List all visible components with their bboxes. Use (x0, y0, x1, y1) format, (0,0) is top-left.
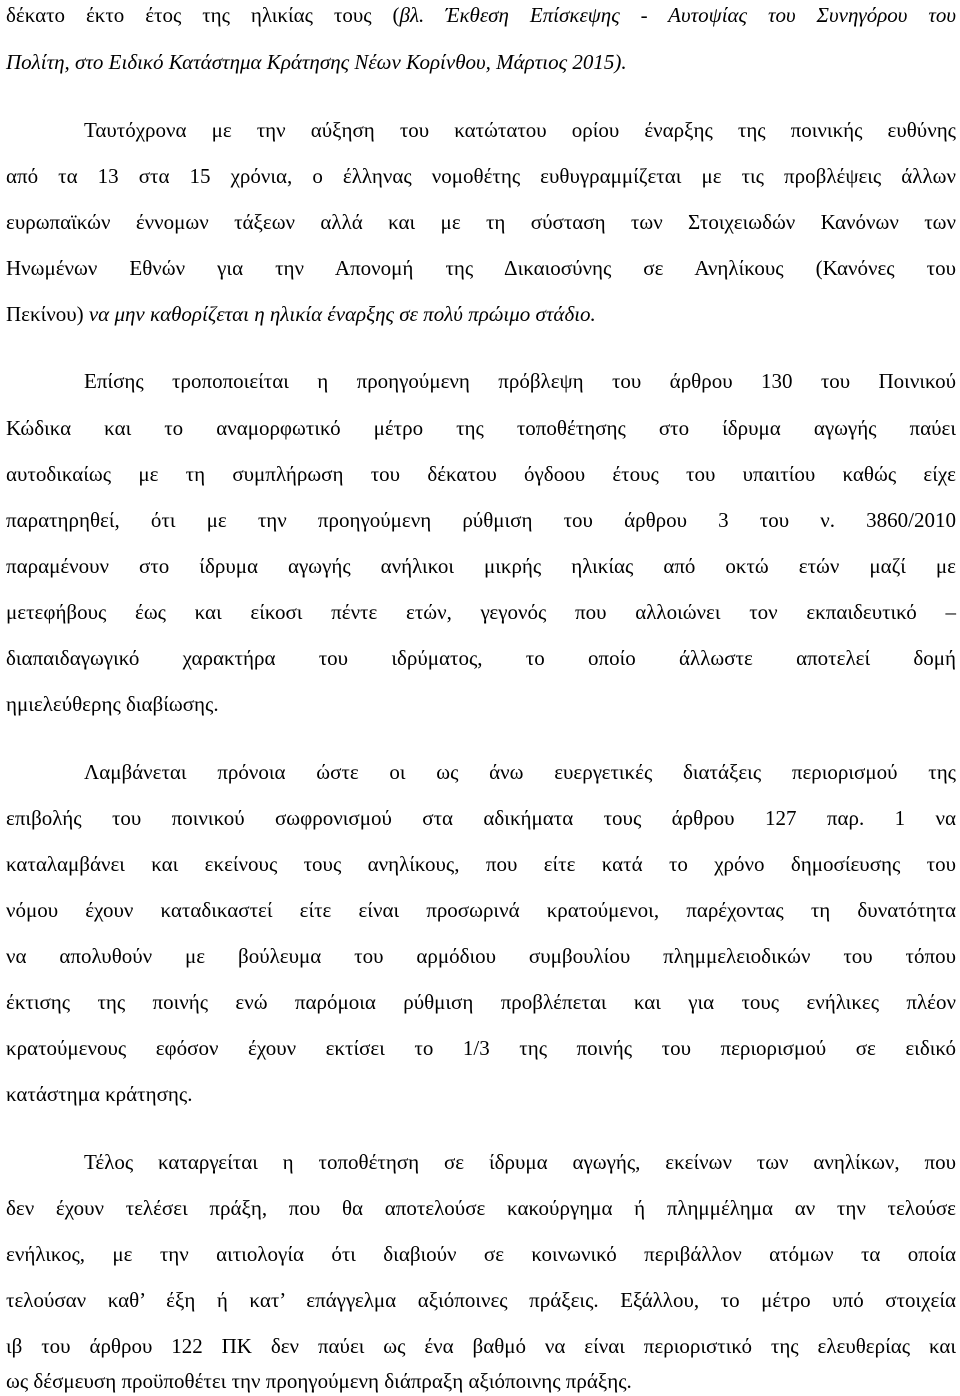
text-line (6, 895, 956, 925)
text-segment: να απολυθούν με βούλευμα του αρμόδιου συμβουλίου πλημμελειοδικών του τόπου (6, 944, 956, 968)
text-line (6, 1033, 956, 1063)
text-line (6, 849, 956, 879)
text-segment: κατάστημα κράτησης. (6, 1082, 193, 1106)
text-segment: μετεφήβους έως και είκοσι πέντε ετών, γεγονός που αλλοιώνει τον εκπαιδευτικό – (6, 600, 956, 624)
text-segment-italic: βλ. Έκθεση Επίσκεψης - Αυτοψίας του Συνηγόρου του (399, 3, 956, 27)
text-line (6, 1331, 956, 1361)
text-segment: έκτισης της ποινής ενώ παρόμοια ρύθμιση προβλέπεται και για τους ενήλικες πλέον (6, 990, 956, 1014)
text-segment: τελούσαν καθ’ έξη ή κατ’ επάγγελμα αξιόποινες πράξεις. Εξάλλου, το μέτρο υπό στοιχεία (6, 1288, 956, 1312)
text-line (6, 161, 956, 191)
text-segment: ευρωπαϊκών έννομων τάξεων αλλά και με τη σύσταση των Στοιχειωδών Κανόνων των (6, 210, 956, 234)
text-line (6, 1239, 956, 1269)
text-segment: παραμένουν στο ίδρυμα αγωγής ανήλικοι μικρής ηλικίας από οκτώ ετών μαζί με (6, 554, 956, 578)
text-line (6, 1147, 956, 1177)
text-line (6, 207, 956, 237)
text-line (6, 1285, 956, 1315)
text-line (6, 413, 956, 443)
text-segment: αυτοδικαίως με τη συμπλήρωση του δέκατου όγδοου έτους του υπαιτίου καθώς είχε (6, 462, 956, 486)
text-segment: δέκατο έκτο έτος της ηλικίας τους ( (6, 3, 400, 27)
text-line (6, 505, 956, 535)
text-segment: ενήλικος, με την αιτιολογία ότι διαβιούν σε κοινωνικό περιβάλλον ατόμων τα οποία (6, 1242, 956, 1266)
text-segment: Λαμβάνεται πρόνοια ώστε οι ως άνω ευεργετικές διατάξεις περιορισμού της (84, 760, 956, 784)
text-segment: διαπαιδαγωγικό χαρακτήρα του ιδρύματος, το οποίο άλλωστε αποτελεί δομή (6, 646, 956, 670)
text-segment: Πεκίνου) (6, 302, 89, 326)
text-segment: δεν έχουν τελέσει πράξη, που θα αποτελούσε κακούργημα ή πλημμέλημα αν την τελούσε (6, 1196, 956, 1220)
text-line (6, 366, 956, 396)
text-segment: Τέλος καταργείται η τοποθέτηση σε ίδρυμα αγωγής, εκείνων των ανηλίκων, που (84, 1150, 956, 1174)
text-line (6, 551, 956, 581)
text-line (6, 941, 956, 971)
text-segment: κρατούμενους εφόσον έχουν εκτίσει το 1/3 της ποινής του περιορισμού σε ειδικό (6, 1036, 956, 1060)
text-segment: από τα 13 στα 15 χρόνια, ο έλληνας νομοθέτης ευθυγραμμίζεται με τις προβλέψεις άλλων (6, 164, 956, 188)
text-segment-italic: να μην καθορίζεται η ηλικία έναρξης σε πολύ πρώιμο στάδιο. (88, 302, 596, 326)
text-line (6, 757, 956, 787)
text-line (6, 1366, 956, 1396)
text-line (6, 47, 956, 77)
text-line (6, 689, 956, 719)
text-line (6, 987, 956, 1017)
text-line (6, 1079, 956, 1109)
text-segment: ημιελεύθερης διαβίωσης. (6, 692, 219, 716)
text-segment: ως δέσμευση προϋποθέτει την προηγούμενη διάπραξη αξιόποινης πράξης. (6, 1369, 632, 1393)
text-segment-italic: Πολίτη, στο Ειδικό Κατάστημα Κράτησης Νέων Κορίνθου, Μάρτιος 2015). (6, 50, 627, 74)
text-line (6, 459, 956, 489)
text-segment: Ηνωμένων Εθνών για την Απονομή της Δικαιοσύνης σε Ανηλίκους (Κανόνες του (6, 256, 956, 280)
text-line (6, 597, 956, 627)
text-line (6, 299, 956, 329)
text-line (6, 115, 956, 145)
text-line (6, 643, 956, 673)
text-line (6, 803, 956, 833)
text-segment: επιβολής του ποινικού σωφρονισμού στα αδικήματα τους άρθρου 127 παρ. 1 να (6, 806, 956, 830)
text-segment: καταλαμβάνει και εκείνους τους ανηλίκους, που είτε κατά το χρόνο δημοσίευσης του (6, 852, 956, 876)
text-segment: ιβ του άρθρου 122 ΠΚ δεν παύει ως ένα βαθμό να είναι περιοριστικό της ελευθερίας και (6, 1334, 956, 1358)
text-segment: Επίσης τροποποιείται η προηγούμενη πρόβλεψη του άρθρου 130 του Ποινικού (84, 369, 956, 393)
text-line (6, 253, 956, 283)
text-line (6, 1193, 956, 1223)
text-segment: παρατηρηθεί, ότι με την προηγούμενη ρύθμιση του άρθρου 3 του ν. 3860/2010 (6, 508, 956, 532)
text-segment: Ταυτόχρονα με την αύξηση του κατώτατου ορίου έναρξης της ποινικής ευθύνης (84, 118, 956, 142)
text-segment: Κώδικα και το αναμορφωτικό μέτρο της τοποθέτησης στο ίδρυμα αγωγής παύει (6, 416, 956, 440)
text-segment: νόμου έχουν καταδικαστεί είτε είναι προσωρινά κρατούμενοι, παρέχοντας τη δυνατότητα (6, 898, 956, 922)
text-line (6, 0, 956, 30)
